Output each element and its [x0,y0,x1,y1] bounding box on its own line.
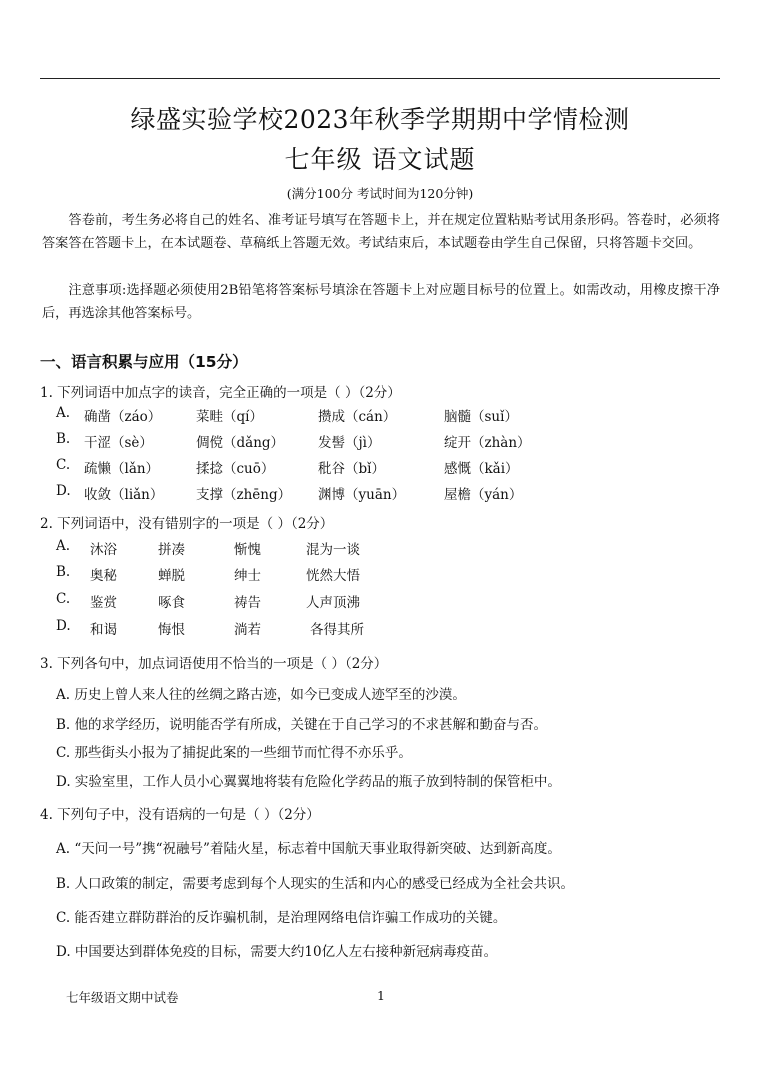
option-letter: B. [56,564,71,580]
q2-item: 奥秘 [90,568,117,584]
q3-option-c: C. 那些街头小报为了捕捉此案的一些细节而忙得不亦乐乎。 [56,745,412,761]
option-letter: B. [56,431,71,447]
option-letter: C. [56,591,71,607]
option-letter: A. [56,538,71,554]
q1-item: 揉捻（cuō） [196,461,275,477]
question-4-stem: 4. 下列句子中，没有语病的一句是（ ）（2分） [40,807,320,823]
q2-item: 祷告 [234,595,261,611]
q2-item: 鉴赏 [90,595,117,611]
q3-option-b: B. 他的求学经历，说明能否学有所成，关键在于自己学习的不求甚解和勤奋与否。 [56,717,548,733]
q2-item: 和谒 [90,622,117,638]
exam-title: 绿盛实验学校2023年秋季学期期中学情检测 [130,105,630,134]
score-time-note: (满分100分 考试时间为120分钟) [286,186,474,201]
q3-option-a: A. 历史上曾人来人往的丝绸之路古迹，如今已变成人迹罕至的沙漠。 [56,687,466,703]
q2-item: 恍然大悟 [306,568,360,584]
q4-option-a: A. “天问一号”携“祝融号”着陆火星，标志着中国航天事业取得新突破、达到新高度。 [56,841,561,857]
q1-item: 绽开（zhàn） [444,435,531,451]
q1-item: 感慨（kǎi） [444,461,519,477]
page-number: 1 [377,988,385,1003]
q2-item: 悔恨 [158,622,185,638]
q2-item: 各得其所 [310,622,364,638]
q1-item: 疏懒（lǎn） [84,461,160,477]
q1-item: 发髻（jì） [318,435,381,451]
q2-item: 拼凑 [158,542,185,558]
option-letter: A. [56,405,71,421]
q1-item: 收敛（liǎn） [84,487,164,503]
option-letter: D. [56,483,71,499]
option-letter: D. [56,618,71,634]
q4-option-b: B. 人口政策的制定，需要考虑到每个人现实的生活和内心的感受已经成为全社会共识。 [56,876,575,892]
option-letter: C. [56,457,71,473]
q2-item: 沐浴 [90,542,117,558]
instruction-paragraph-1: 答卷前，考生务必将自己的姓名、准考证号填写在答题卡上，并在规定位置粘贴考试用条形码。答卷时，必须将答案答在答题卡上，在本试题卷、草稿纸上答题无效。考试结束后，本试题卷由学生自己保留，只将答题卡交回。 [42,213,720,251]
q1-item: 渊博（yuān） [318,487,406,503]
q3-option-d: D. 实验室里，工作人员小心翼翼地将装有危险化学药品的瓶子放到特制的保管柜中。 [56,774,561,790]
top-rule [40,78,720,79]
q1-item: 菜畦（qí） [196,409,263,425]
q2-item: 蝉脱 [158,568,185,584]
q1-item: 屋檐（yán） [444,487,523,503]
q1-item: 确凿（záo） [84,409,162,425]
q1-item: 脑髓（suǐ） [444,409,518,425]
q1-item: 支撑（zhēng） [196,487,292,503]
q2-item: 绅士 [234,568,261,584]
q2-item: 淌若 [234,622,261,638]
section-heading: 一、语言积累与应用（15分） [40,353,248,371]
instruction-paragraph-2: 注意事项:选择题必须使用2B铅笔将答案标号填涂在答题卡上对应题目标号的位置上。如需改动，用橡皮擦干净后，再选涂其他答案标号。 [42,283,720,321]
q1-item: 倜傥（dǎng） [196,435,285,451]
q2-item: 混为一谈 [306,542,360,558]
q1-item: 攒成（cán） [318,409,397,425]
q4-option-d: D. 中国要达到群体免疫的目标，需要大约10亿人左右接种新冠病毒疫苗。 [56,944,498,960]
q2-item: 人声顶沸 [306,595,360,611]
question-1-stem: 1. 下列词语中加点字的读音，完全正确的一项是（ ）（2分） [40,385,401,401]
q4-option-c: C. 能否建立群防群治的反诈骗机制，是治理网络电信诈骗工作成功的关键。 [56,910,507,926]
q1-item: 秕谷（bǐ） [318,461,385,477]
question-2-stem: 2. 下列词语中，没有错别字的一项是（ ）（2分） [40,516,334,532]
q2-item: 啄食 [158,595,185,611]
q1-item: 干涩（sè） [84,435,153,451]
q2-item: 惭愧 [234,542,261,558]
question-3-stem: 3. 下列各句中，加点词语使用不恰当的一项是（ ）（2分） [40,656,388,672]
exam-subtitle: 七年级 语文试题 [284,145,476,174]
footer-label: 七年级语文期中试卷 [66,990,179,1005]
